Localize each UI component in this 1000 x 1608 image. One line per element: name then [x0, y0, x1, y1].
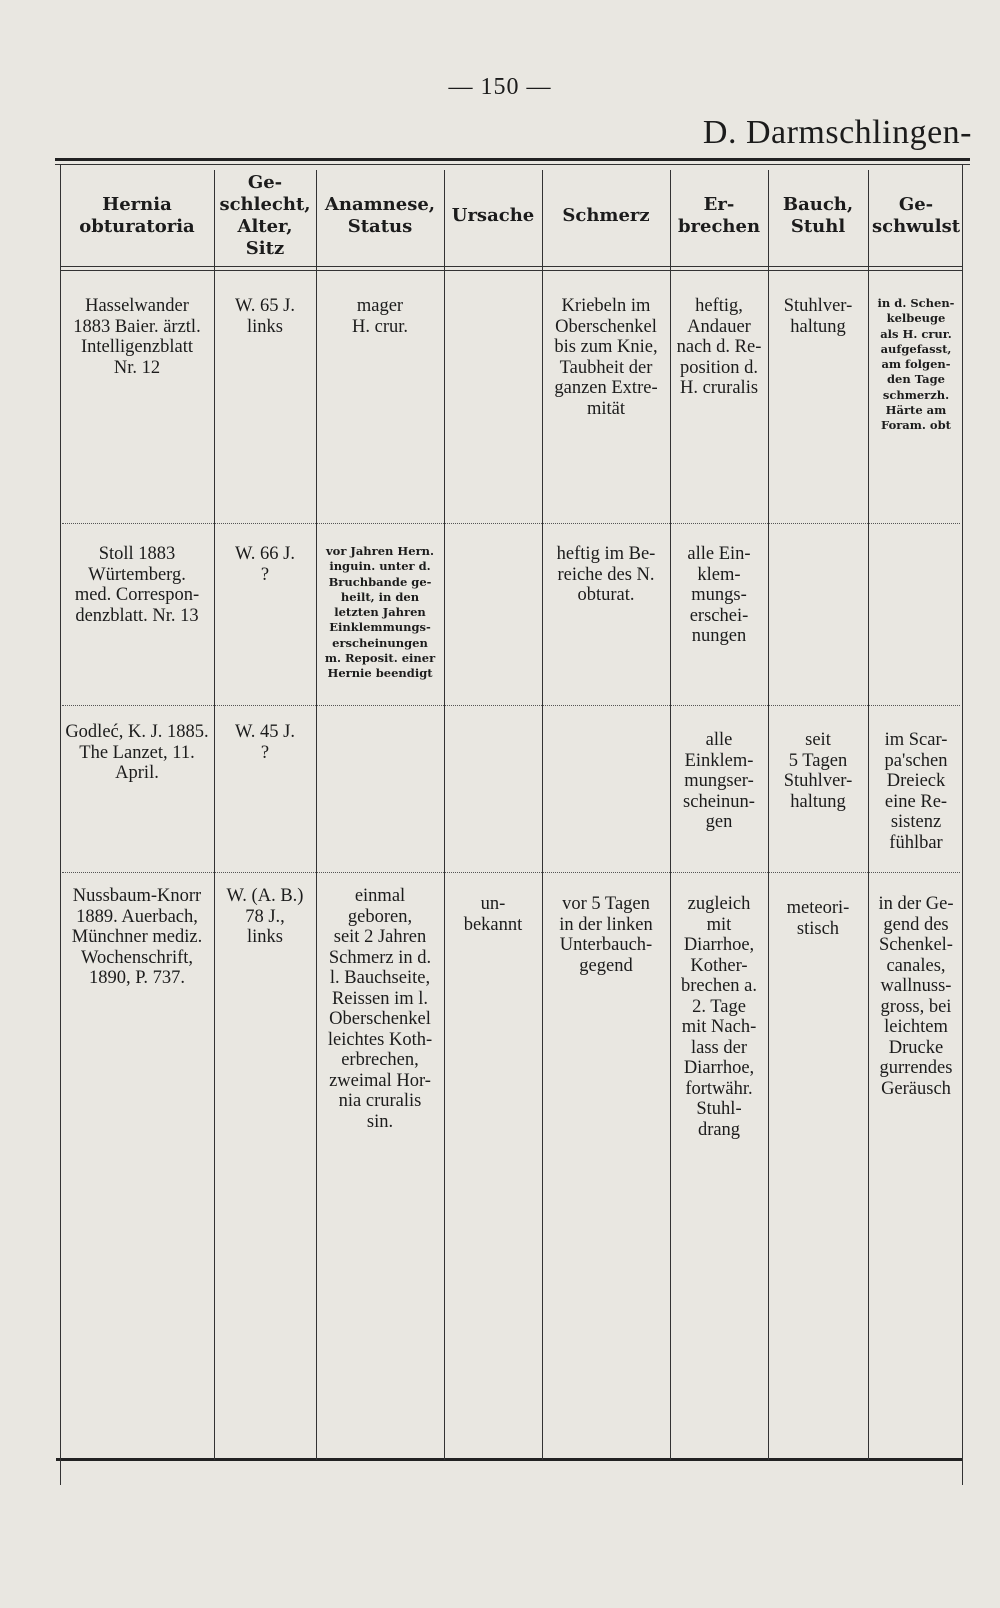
- header-rule-bottom-double: [60, 270, 962, 271]
- cell-source: Stoll 1883 Würtemberg. med. Correspon- denzblatt. Nr. 13: [74, 544, 200, 626]
- cell-vomiting: zugleich mit Diarrhoe, Kother- brechen a. 2. Tage mit Nach- lass der Diarrhoe, fortwähr. Stuhl- drang: [680, 894, 757, 1140]
- cell-sex-age: W. (A. B.) 78 J., links: [226, 886, 304, 947]
- column-line: [60, 165, 61, 1485]
- cell-sex-age: W. 66 J. ?: [235, 544, 295, 585]
- row-separator: [62, 705, 960, 706]
- cell-tumor: im Scar- pa'schen Dreieck eine Re- sistenz fühlbar: [884, 730, 948, 853]
- header-abdomen-stool: Bauch, Stuhl: [782, 194, 854, 237]
- column-line: [868, 170, 869, 1460]
- cell-source: Hasselwander 1883 Baier. ärztl. Intelligenzblatt Nr. 12: [73, 296, 201, 378]
- row-separator: [62, 872, 960, 873]
- table-rule-top-thin: [55, 164, 970, 165]
- cell-cause: un- bekannt: [463, 894, 523, 935]
- cell-abdomen: Stuhlver- haltung: [783, 296, 853, 337]
- cell-anamnesis: einmal geboren, seit 2 Jahren Schmerz in d. l. Bauchseite, Reissen im l. Oberschenkel leichtes Koth- erbrechen, zweimal Hor- nia cruralis sin.: [327, 886, 433, 1132]
- column-line: [316, 170, 317, 1460]
- header-hernia-obturatoria: Hernia obturatoria: [79, 194, 195, 237]
- cell-vomiting: alle Ein- klem- mungs- erschei- nungen: [687, 544, 751, 646]
- cell-pain: vor 5 Tagen in der linken Unterbauch- gegend: [559, 894, 653, 976]
- cell-pain: Kriebeln im Oberschenkel bis zum Knie, Taubheit der ganzen Extre- mität: [554, 296, 658, 419]
- header-cause: Ursache: [451, 205, 535, 226]
- header-pain: Schmerz: [562, 205, 650, 226]
- header-tumor: Ge- schwulst: [871, 194, 961, 237]
- row-separator: [62, 523, 960, 524]
- cell-tumor: in d. Schen- kelbeuge als H. crur. aufgefasst, am folgen- den Tage schmerzh. Härte am Foram. obt: [877, 296, 955, 433]
- cell-source: Godleć, K. J. 1885. The Lanzet, 11. April.: [65, 722, 209, 783]
- table-rule-bottom: [56, 1458, 962, 1461]
- header-sex-age-side: Ge- schlecht, Alter, Sitz: [219, 172, 311, 259]
- cell-sex-age: W. 45 J. ?: [235, 722, 295, 763]
- cell-tumor: in der Ge- gend des Schenkel- canales, wallnuss- gross, bei leichtem Drucke gurrendes Geräusch: [878, 894, 954, 1099]
- column-line: [962, 165, 963, 1485]
- table-rule-top: [55, 158, 970, 161]
- cell-vomiting: heftig, Andauer nach d. Re- position d. H. cruralis: [676, 296, 762, 398]
- header-anamnesis: Anamnese, Status: [324, 194, 436, 237]
- section-title: D. Darmschlingen-: [702, 114, 972, 151]
- cell-anamnesis: mager H. crur.: [352, 296, 408, 337]
- cell-sex-age: W. 65 J. links: [235, 296, 295, 337]
- column-line: [214, 170, 215, 1460]
- cell-source: Nussbaum-Knorr 1889. Auerbach, Münchner mediz. Wochenschrift, 1890, P. 737.: [71, 886, 203, 988]
- column-line: [542, 170, 543, 1460]
- cell-abdomen: meteori- stisch: [786, 898, 850, 939]
- cell-abdomen: seit 5 Tagen Stuhlver- haltung: [783, 730, 853, 812]
- page-number: — 150 —: [448, 74, 552, 100]
- cell-pain: heftig im Be- reiche des N. obturat.: [556, 544, 656, 605]
- column-line: [444, 170, 445, 1460]
- column-line: [768, 170, 769, 1460]
- column-line: [670, 170, 671, 1460]
- cell-anamnesis: vor Jahren Hern. inguin. unter d. Bruchbande ge- heilt, in den letzten Jahren Einklemmungs- erscheinungen m. Reposit. einer Hernie beendigt: [324, 544, 436, 681]
- cell-vomiting: alle Einklem- mungser- scheinun- gen: [683, 730, 755, 832]
- header-vomiting: Er- brechen: [677, 194, 761, 237]
- header-rule-bottom: [60, 266, 962, 267]
